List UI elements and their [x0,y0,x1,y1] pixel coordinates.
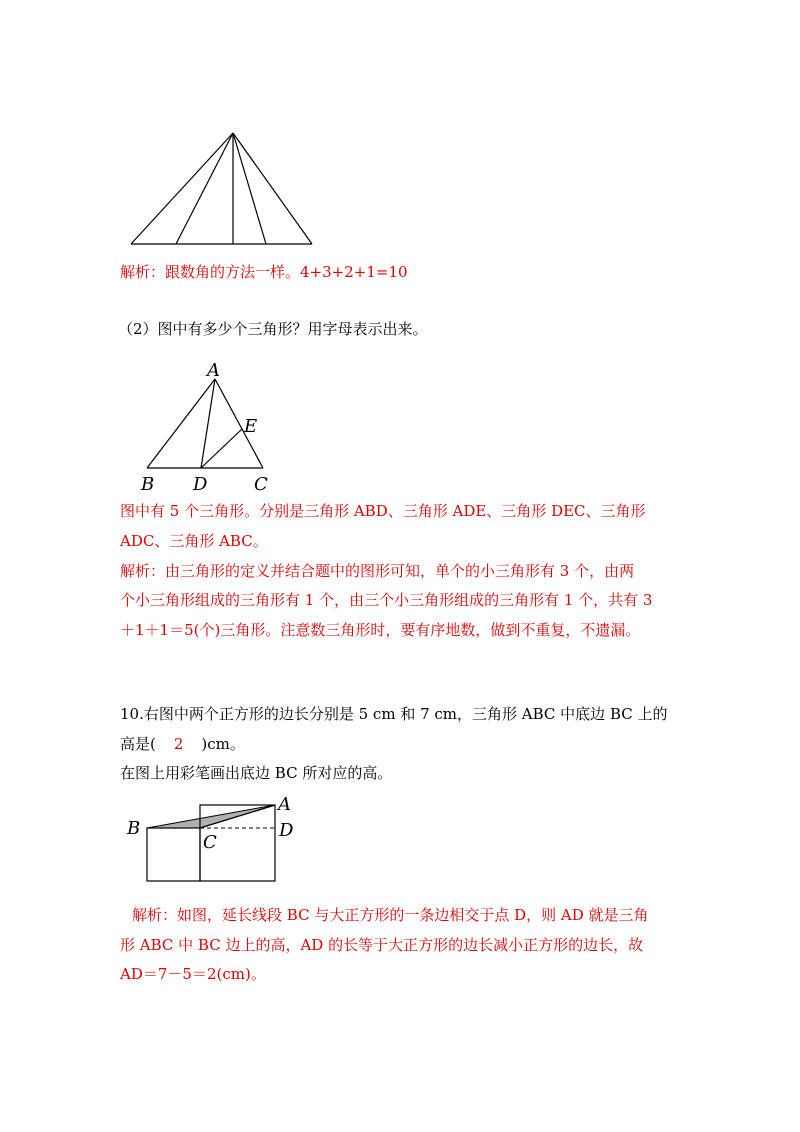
label-b: B [141,474,155,495]
q10-line-3: 在图上用彩笔画出底边 BC 所对应的高。 [120,764,393,782]
q10-analysis-line-2: 形 ABC 中 BC 边上的高，AD 的长等于大正方形的边长减小正方形的边长，故 [120,936,644,954]
fig3-label-b: B [127,818,141,839]
fig3-label-c: C [203,832,217,853]
q10-prefix: 高是( [120,735,156,753]
question-2-text: （2）图中有多少个三角形？用字母表示出来。 [118,320,428,338]
q10-analysis-line-1: 解析：如图，延长线段 BC 与大正方形的一条边相交于点 D，则 AD 就是三角 [132,906,649,924]
q2-analysis-line-1: 解析：由三角形的定义并结合题中的图形可知，单个的小三角形有 3 个，由两 [120,562,635,580]
fan-analysis: 解析：跟数角的方法一样。4+3+2+1=10 [120,263,408,281]
small-square [147,828,200,881]
fig3-label-a: A [278,794,291,815]
q2-answer-line-1: 图中有 5 个三角形。分别是三角形 ABD、三角形 ADE、三角形 DEC、三角形 [120,502,646,520]
label-a: A [207,360,220,381]
label-c: C [254,474,268,495]
q2-analysis-line-2: 个小三角形组成的三角形有 1 个，由三个小三角形组成的三角形有 1 个，共有 3 [120,591,653,609]
q10-line-1: 10.右图中两个正方形的边长分别是 5 cm 和 7 cm，三角形 ABC 中底边 BC 上的 [120,705,668,723]
label-d: D [193,474,208,495]
label-e: E [244,416,258,437]
fig3-label-d: D [279,820,294,841]
q10-answer: 2 [173,735,184,753]
q10-analysis-line-3: AD＝7－5＝2(cm)。 [120,965,266,983]
q2-analysis-line-3: ＋1＋1＝5(个)三角形。注意数三角形时，要有序地数，做到不重复，不遗漏。 [120,621,641,639]
q2-answer-line-2: ADC、三角形 ABC。 [120,532,268,550]
q10-suffix: )cm。 [201,735,245,753]
